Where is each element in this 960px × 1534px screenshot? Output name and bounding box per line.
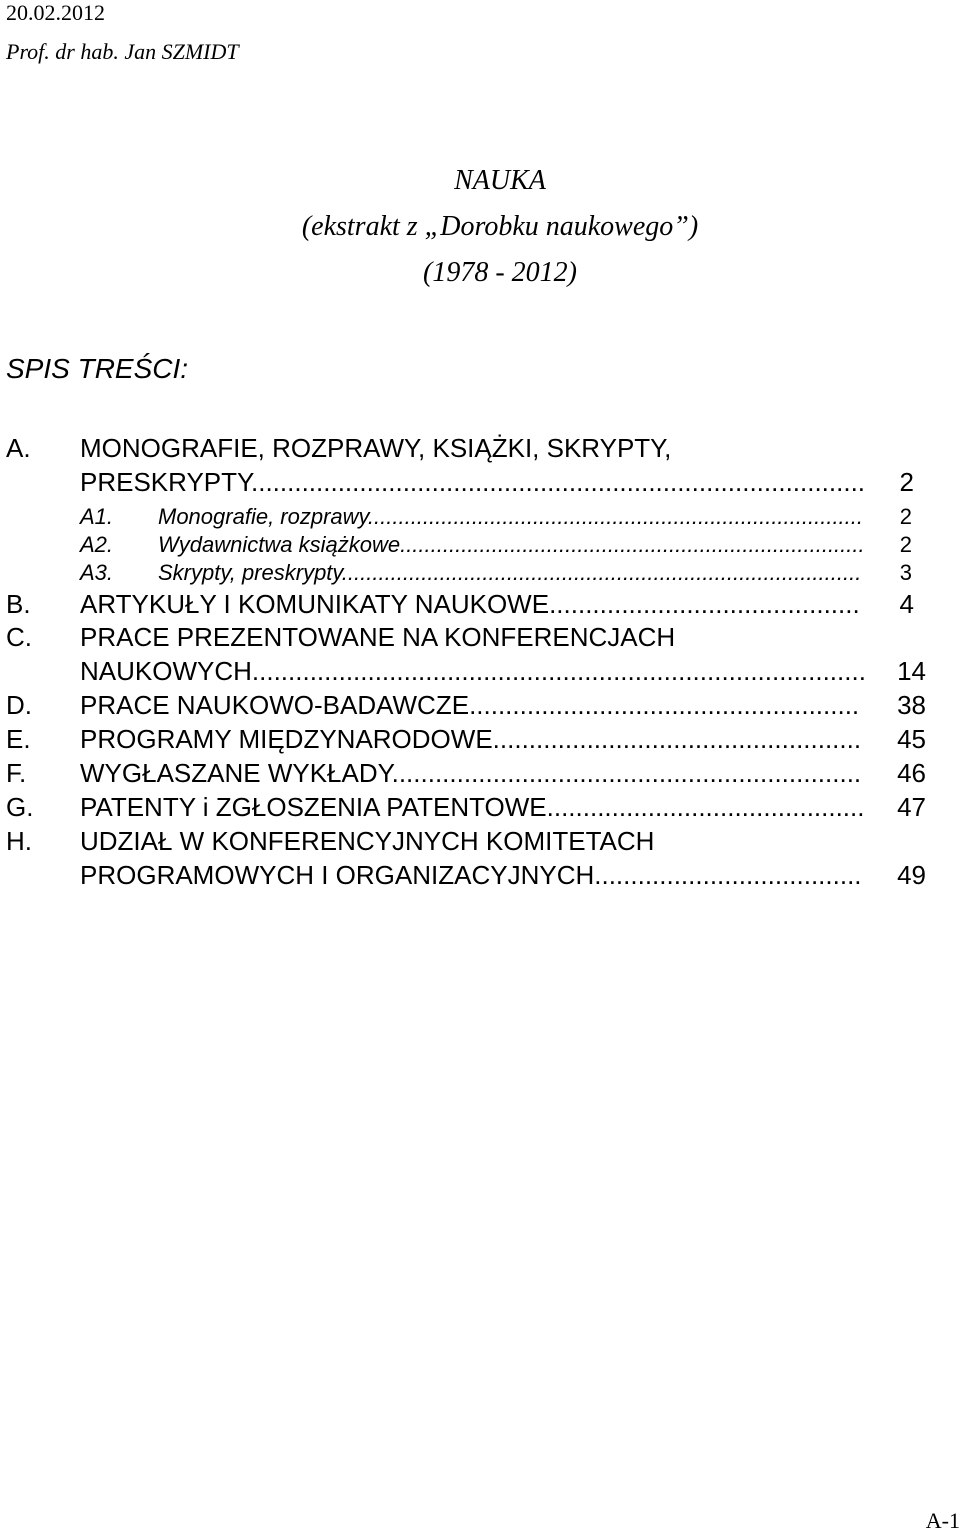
toc-c-letter: C. <box>6 622 32 652</box>
toc-a3-number: A3. <box>80 560 114 585</box>
toc-h-entry <box>80 859 862 891</box>
toc-c-label-line2: NAUKOWYCH <box>80 656 252 686</box>
toc-g-label: PATENTY i ZGŁOSZENIA PATENTOWE <box>80 792 547 822</box>
document-years: (1978 - 2012) <box>423 257 577 288</box>
toc-a3-label: Skrypty, preskrypty <box>158 560 342 585</box>
toc-a-label-line1: MONOGRAFIE, ROZPRAWY, KSIĄŻKI, SKRYPTY, <box>80 433 672 463</box>
toc-h-page: 49 <box>897 860 926 890</box>
toc-f-entry <box>80 757 861 789</box>
toc-g-entry <box>80 791 864 823</box>
toc-h-dots: ..................................... <box>594 860 862 890</box>
toc-a-letter: A. <box>6 433 31 463</box>
toc-e-entry <box>80 723 861 755</box>
toc-c-dots: ..................................................................................... <box>251 656 866 686</box>
toc-e-letter: E. <box>6 724 31 754</box>
toc-a-label-text: PRESKRYPTY <box>80 467 252 497</box>
toc-b-dots: ........................................... <box>549 589 860 619</box>
toc-a1-dots: ................................................................................. <box>367 504 864 529</box>
toc-a1-entry <box>158 503 863 531</box>
toc-b-entry <box>80 588 860 620</box>
toc-f-dots: ................................................................. <box>391 758 862 788</box>
toc-e-dots: ................................................... <box>492 724 862 754</box>
toc-a3-page: 3 <box>899 560 912 585</box>
toc-g-letter: G. <box>6 792 34 822</box>
toc-a1-page: 2 <box>899 504 912 529</box>
toc-d-entry <box>80 689 859 721</box>
toc-b-page: 4 <box>899 589 914 619</box>
toc-a2-number: A2. <box>80 532 114 557</box>
toc-h-letter: H. <box>6 826 32 856</box>
toc-d-dots: ...................................................... <box>469 690 860 720</box>
toc-a2-label: Wydawnictwa książkowe <box>158 532 401 557</box>
toc-h-label-line1: UDZIAŁ W KONFERENCYJNYCH KOMITETACH <box>80 826 655 856</box>
toc-a1-number: A1. <box>80 504 114 529</box>
toc-d-page: 38 <box>897 690 926 720</box>
toc-d-letter: D. <box>6 690 32 720</box>
toc-e-page: 45 <box>897 724 926 754</box>
document-subtitle: (ekstrakt z „Dorobku naukowego”) <box>301 211 699 242</box>
toc-a3-dots: ..................................................................................... <box>341 560 862 585</box>
author-name: Prof. dr hab. Jan SZMIDT <box>6 39 239 64</box>
toc-h-label-line2: PROGRAMOWYCH I ORGANIZACYJNYCH <box>80 860 595 890</box>
toc-heading: SPIS TREŚCI: <box>6 353 189 384</box>
document-title: NAUKA <box>454 165 546 196</box>
toc-e-label: PROGRAMY MIĘDZYNARODOWE <box>80 724 493 754</box>
toc-a2-page: 2 <box>899 532 912 557</box>
toc-f-label: WYGŁASZANE WYKŁADY <box>80 758 392 788</box>
toc-a3-entry <box>158 559 861 587</box>
toc-a-page: 2 <box>899 467 914 497</box>
toc-a-dots: ..................................................................................... <box>251 467 866 497</box>
toc-g-page: 47 <box>897 792 926 822</box>
toc-c-page: 14 <box>897 656 926 686</box>
toc-c-label-line1: PRACE PREZENTOWANE NA KONFERENCJACH <box>80 622 676 652</box>
page-number-label: A-1 <box>925 1508 960 1533</box>
toc-f-page: 46 <box>897 758 926 788</box>
toc-b-label: ARTYKUŁY I KOMUNIKATY NAUKOWE <box>80 589 550 619</box>
toc-c-entry <box>80 655 866 687</box>
toc-f-letter: F. <box>6 758 27 788</box>
document-date: 20.02.2012 <box>6 0 105 25</box>
toc-b-letter: B. <box>6 589 31 619</box>
toc-a2-entry <box>158 531 865 559</box>
toc-a-label-line2 <box>80 466 865 498</box>
toc-a1-label: Monografie, rozprawy <box>158 504 368 529</box>
toc-a2-dots: ............................................................................ <box>400 532 865 557</box>
toc-g-dots: ............................................ <box>546 792 865 822</box>
toc-d-label: PRACE NAUKOWO-BADAWCZE <box>80 690 470 720</box>
